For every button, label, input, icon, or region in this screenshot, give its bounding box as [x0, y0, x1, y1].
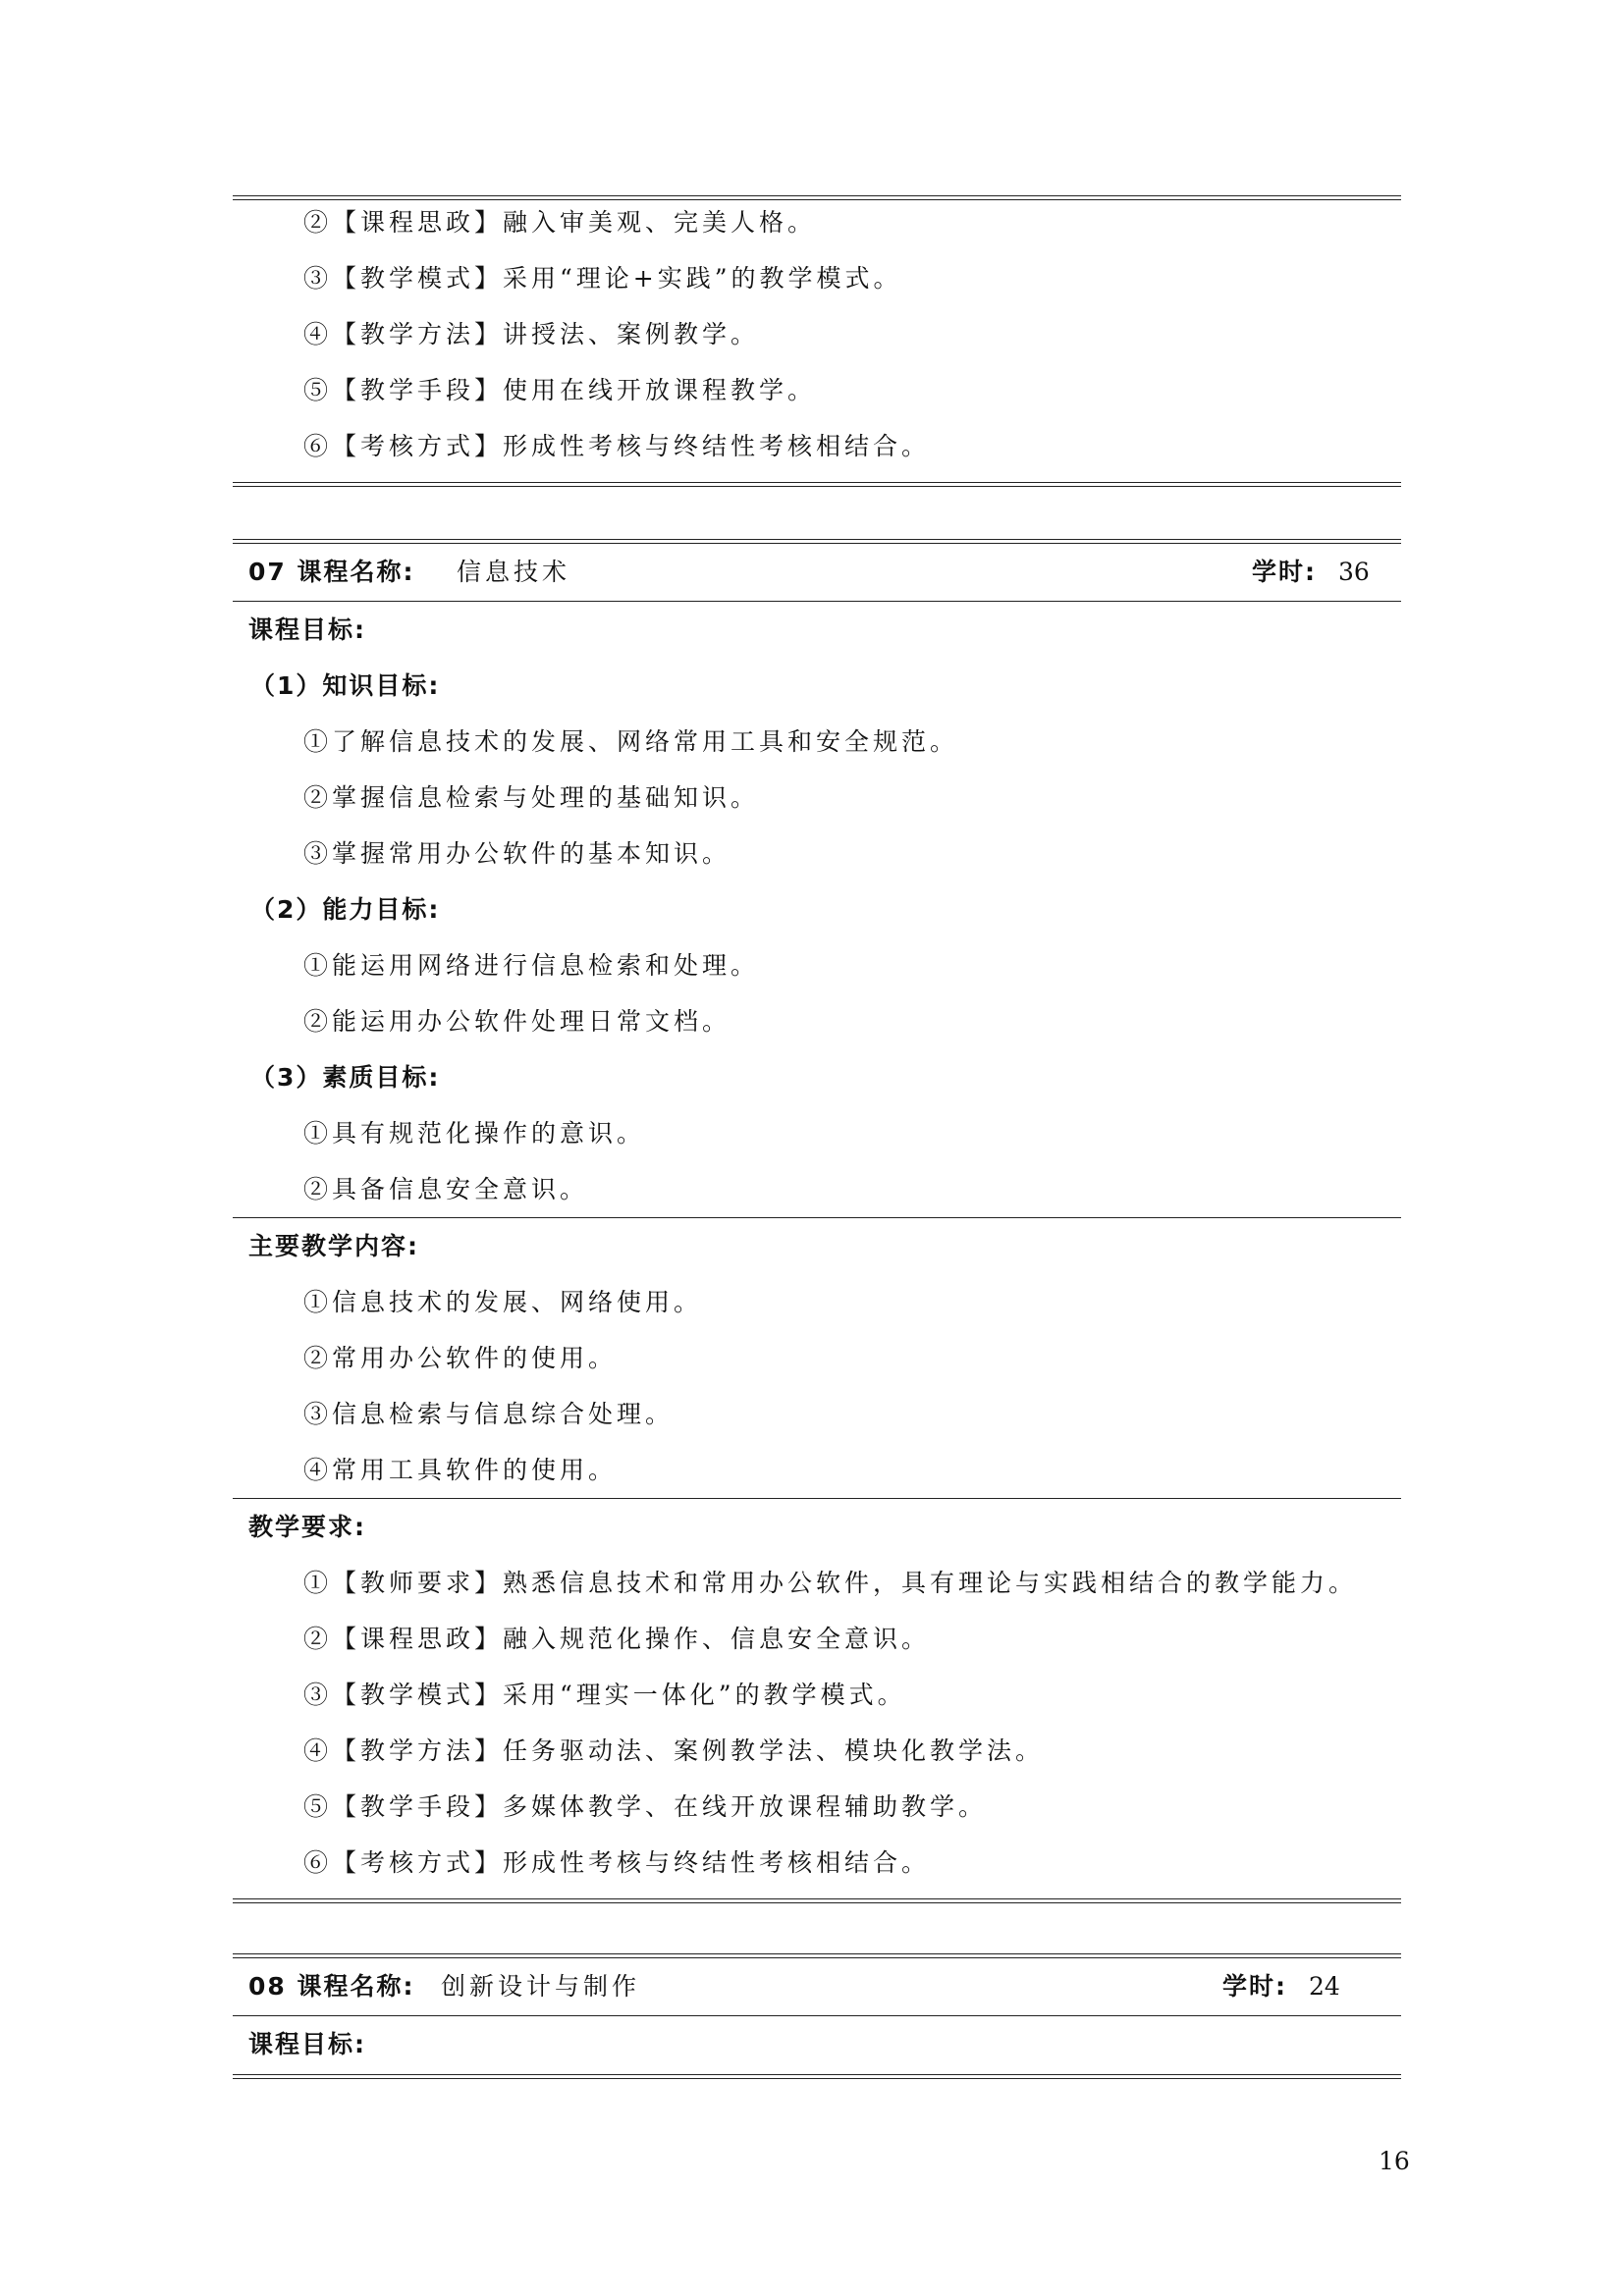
knowledge-heading: （1）知识目标:	[250, 671, 441, 700]
list-item: ②具备信息安全意识。	[303, 1175, 589, 1203]
hours-value: 36	[1338, 558, 1370, 586]
list-item: ③掌握常用办公软件的基本知识。	[303, 839, 731, 868]
ability-heading: （2）能力目标:	[250, 895, 441, 924]
section-end-rule	[233, 2074, 1401, 2079]
top-section	[233, 195, 1401, 487]
list-item: ②常用办公软件的使用。	[303, 1344, 618, 1372]
list-item: ①了解信息技术的发展、网络常用工具和安全规范。	[303, 727, 959, 756]
course-08-block	[233, 1953, 1401, 2079]
course-label: 07 课程名称:	[248, 558, 415, 586]
goals-heading: 课程目标:	[248, 615, 366, 644]
list-item: ③信息检索与信息综合处理。	[303, 1400, 675, 1428]
content-heading: 主要教学内容:	[248, 1232, 419, 1260]
course-07-block	[233, 539, 1401, 1903]
course-08-header	[233, 1958, 1401, 2015]
hours-label: 学时:	[1252, 558, 1317, 586]
hours-value: 24	[1309, 1972, 1340, 2001]
list-item: ③【教学模式】采用“理论+实践”的教学模式。	[303, 264, 902, 293]
section-end-rule	[233, 482, 1401, 487]
list-item: ④【教学方法】讲授法、案例教学。	[303, 320, 760, 348]
requirements-heading: 教学要求:	[248, 1513, 366, 1541]
page-number: 16	[1379, 2147, 1410, 2175]
list-item: ③【教学模式】采用“理实一体化”的教学模式。	[303, 1681, 906, 1709]
course-07-header	[233, 544, 1401, 601]
list-item: ①信息技术的发展、网络使用。	[303, 1288, 703, 1316]
list-item: ⑥【考核方式】形成性考核与终结性考核相结合。	[303, 1848, 931, 1877]
list-item: ⑥【考核方式】形成性考核与终结性考核相结合。	[303, 432, 931, 460]
section-end-rule	[233, 1898, 1401, 1903]
list-item: ⑤【教学手段】使用在线开放课程教学。	[303, 376, 817, 404]
quality-heading: （3）素质目标:	[250, 1063, 441, 1092]
list-item: ①【教师要求】熟悉信息技术和常用办公软件，具有理论与实践相结合的教学能力。	[303, 1569, 1358, 1597]
course-name: 创新设计与制作	[441, 1972, 641, 2001]
goals-heading: 课程目标:	[248, 2030, 366, 2058]
course-label: 08 课程名称:	[248, 1972, 415, 2001]
list-item: ④【教学方法】任务驱动法、案例教学法、模块化教学法。	[303, 1736, 1045, 1765]
list-item: ④常用工具软件的使用。	[303, 1456, 618, 1484]
course-name: 信息技术	[457, 558, 571, 586]
list-item: ②【课程思政】融入审美观、完美人格。	[303, 208, 817, 237]
list-item: ②【课程思政】融入规范化操作、信息安全意识。	[303, 1625, 931, 1653]
list-item: ②掌握信息检索与处理的基础知识。	[303, 783, 760, 812]
list-item: ①具有规范化操作的意识。	[303, 1119, 646, 1148]
list-item: ②能运用办公软件处理日常文档。	[303, 1007, 731, 1036]
list-item: ①能运用网络进行信息检索和处理。	[303, 951, 760, 980]
hours-label: 学时:	[1222, 1972, 1287, 2001]
list-item: ⑤【教学手段】多媒体教学、在线开放课程辅助教学。	[303, 1792, 988, 1821]
